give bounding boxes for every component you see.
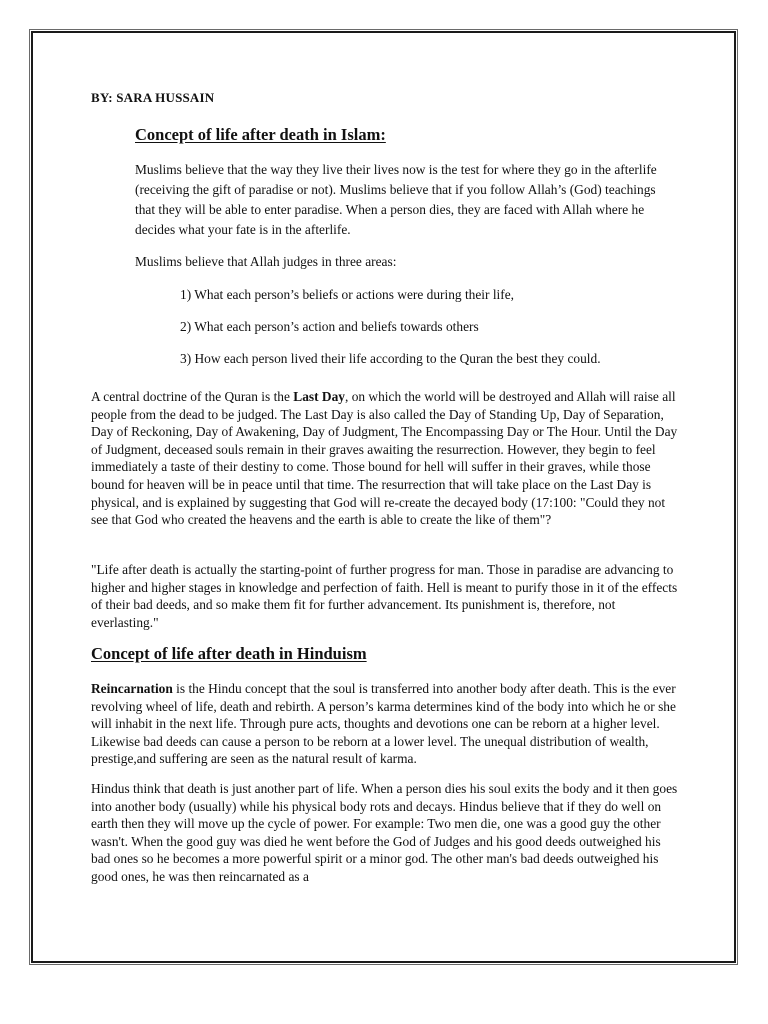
author-byline: BY: SARA HUSSAIN — [91, 90, 215, 105]
list-item-area-1: 1) What each person’s beliefs or actions were during their life, — [180, 287, 515, 302]
reincarnation-term: Reincarnation — [91, 681, 173, 696]
heading-islam: Concept of life after death in Islam: — [135, 125, 386, 144]
paragraph-islam-areas-intro: Muslims believe that Allah judges in three areas: — [135, 254, 397, 269]
paragraph-reincarnation — [91, 680, 681, 768]
last-day-pre: A central doctrine of the Quran is the — [91, 389, 294, 404]
reincarnation-text: is the Hindu concept that the soul is transferred into another body after death. This is the ever revolving wheel of life, death and rebirth. A person’s karma determines kind of the body into which he or she will inhabit in the next life. Through pure acts, thoughts and devotions one can be reborn at a higher level. Likewise bad deeds can cause a person to be reborn at a lower level. The unequal distribution of wealth, prestige,and suffering are seen as the natural result of karma. — [91, 681, 676, 767]
last-day-post: , on which the world will be destroyed and Allah will raise all people from the dead to be judged. The Last Day is also called the Day of Standing Up, Day of Separation, Day of Reckoning, Day of Awakening, Day of Judgment, The Encompassing Day or The Hour. Until the Day of Judgment, deceased souls remain in their graves awaiting the resurrection. However, they begin to feel immediately a taste of their destiny to come. Those bound for hell will suffer in their graves, while those bound for heaven will be in peace until that time. The resurrection that will take place on the Last Day is physical, and is explained by suggesting that God will re-create the decayed body (17:100: "Could they not see that God who created the heavens and the earth is able to create the like of them"? — [91, 389, 678, 528]
paragraph-quote: "Life after death is actually the starting-point of further progress for man. Those in paradise are advancing to higher and higher stages in knowledge and perfection of faith. Hell is meant to purify those in it of the effects of their bad deeds, and so make them fit for further advancement. Its punishment is, therefore, not everlasting." — [91, 562, 678, 630]
paragraph-last-day — [91, 388, 681, 529]
list-item-area-2: 2) What each person’s action and beliefs towards others — [180, 319, 479, 334]
heading-hinduism: Concept of life after death in Hinduism — [91, 644, 367, 663]
paragraph-islam-intro: Muslims believe that the way they live their lives now is the test for where they go in the afterlife (receiving the gift of paradise or not). Muslims believe that if you follow Allah’s (God) teachings that they will be able to enter paradise. When a person dies, they are faced with Allah where he decides what your fate is in the afterlife. — [135, 162, 657, 237]
paragraph-hindu-death: Hindus think that death is just another part of life. When a person dies his soul exits the body and it then goes into another body (usually) while his physical body rots and decays. Hindus believe that if they do well on earth then they will move up the cycle of power. For example: Two men die, one was a good guy the other wasn't. When the good guy was died he went before the God of Judges and his good deeds outweighed his bad ones so he becomes a more powerful spirit or a minor god. The other man's bad deeds outweighed his good ones, he was then reincarnated as a — [91, 781, 678, 884]
last-day-term: Last Day — [293, 389, 345, 404]
list-item-area-3: 3) How each person lived their life according to the Quran the best they could. — [180, 351, 601, 366]
